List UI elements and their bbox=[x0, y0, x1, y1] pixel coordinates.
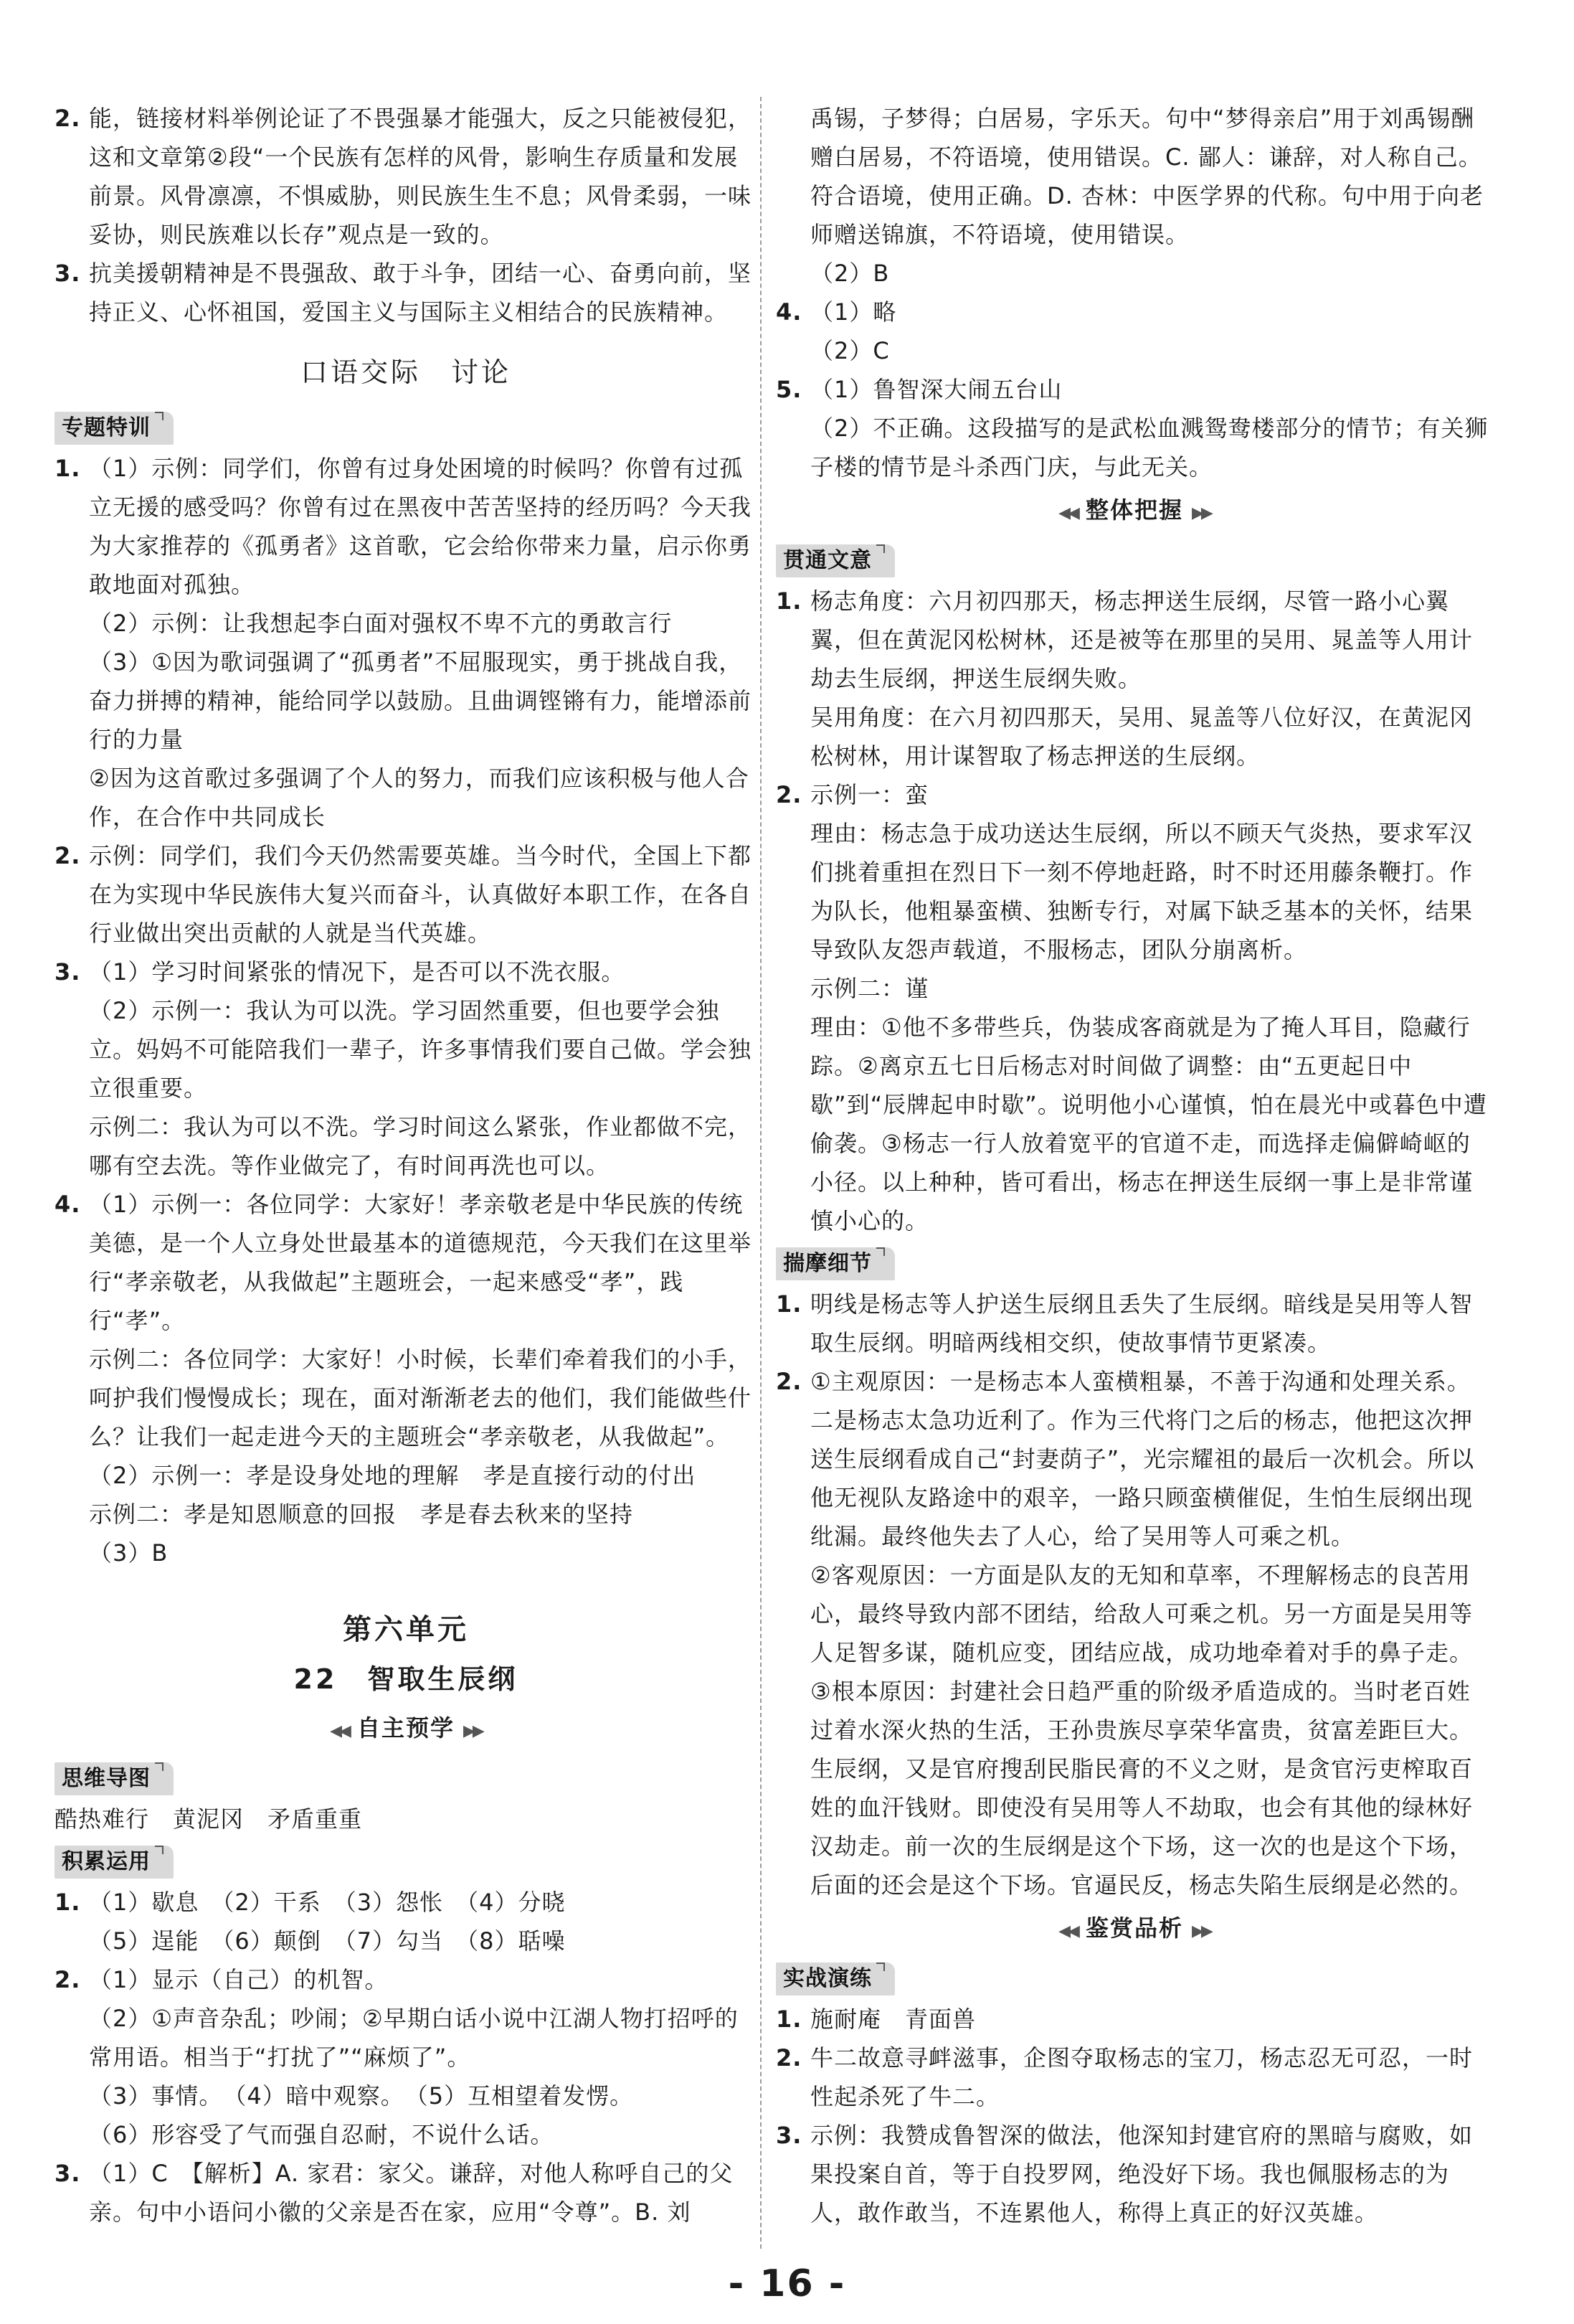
answer-line: （1）示例：同学们，你曾有过身处困境的时候吗？你曾有过孤立无援的感受吗？你曾有过在黑夜中苦苦坚持的经历吗？今天我为大家推荐的《孤勇者》这首歌，它会给你带来力量，启示你勇敢地面对孤独。 bbox=[89, 455, 752, 598]
answer-number: 2. bbox=[54, 105, 81, 132]
answer-line: 理由：①他不多带些兵，伪装成客商就是为了掩人耳目，隐藏行踪。②离京五七日后杨志对时间做了调整：由“五更起日中歇”到“辰牌起申时歇”。说明他小心谨慎，怕在晨光中或暮色中遭偷袭。③杨志一行人放着宽平的官道不走，而选择走偏僻崎岖的小径。以上种种，皆可看出，杨志在押送生辰纲一事上是非常谨慎小心的。 bbox=[810, 1014, 1487, 1234]
answer-item bbox=[54, 1960, 757, 2154]
answer-number: 1. bbox=[776, 587, 802, 615]
answer-line: 禹锡，子梦得；白居易，字乐天。句中“梦得亲启”用于刘禹锡酬赠白居易，不符语境，使用错误。C. 鄙人：谦辞，对人称自己。符合语境，使用正确。D. 杏林：中医学界的代称。句中用于向老师赠送锦旗，不符语境，使用错误。 bbox=[810, 105, 1484, 248]
detail-study-answers bbox=[776, 1285, 1493, 1904]
answer-number: 4. bbox=[776, 298, 802, 326]
answer-line: （2）①声音杂乱；吵闹；②早期白话小说中江湖人物打招呼的常用语。相当于“打扰了”“麻烦了”。 bbox=[89, 2005, 739, 2071]
answer-line: （2）示例一：我认为可以洗。学习固然重要，但也要学会独立。妈妈不可能陪我们一辈子，许多事情我们要自己做。学会独立很重要。 bbox=[89, 997, 752, 1102]
oral-communication-title: 口语交际 讨论 bbox=[300, 356, 511, 388]
answer-item bbox=[776, 370, 1493, 486]
answer-line: （1）歇息 （2）干系 （3）怨怅 （4）分晓 bbox=[89, 1889, 566, 1916]
practice-answers bbox=[776, 2000, 1493, 2232]
answer-line: ②因为这首歌过多强调了个人的努力，而我们应该积极与他人合作，在合作中共同成长 bbox=[89, 765, 749, 831]
special-training-answers bbox=[54, 449, 757, 1572]
answer-number: 2. bbox=[776, 781, 802, 808]
answer-number: 3. bbox=[54, 958, 81, 986]
answer-line: （1）示例一：各位同学：大家好！孝亲敬老是中华民族的传统美德，是一个人立身处世最基本的道德规范，今天我们在这里举行“孝亲敬老，从我做起”主题班会，一起来感受“孝”，践行“孝”。 bbox=[89, 1191, 752, 1334]
mind-map-answer: 酷热难行 黄泥冈 矛盾重重 bbox=[54, 1805, 363, 1833]
section-tag-detail-study: 揣摩细节 bbox=[776, 1247, 895, 1280]
answer-item bbox=[776, 2116, 1493, 2232]
banner-left-arrows-icon: ◀◀ bbox=[1058, 1922, 1077, 1940]
answer-line: 明线是杨志等人护送生辰纲且丢失了生辰纲。暗线是吴用等人智取生辰纲。明暗两线相交织，使故事情节更紧凑。 bbox=[810, 1290, 1474, 1356]
banner-overall-grasp bbox=[776, 489, 1493, 534]
section-tag-practice: 实战演练 bbox=[776, 1962, 895, 1995]
answer-line: （6）形容受了气而强自忍耐，不说什么话。 bbox=[89, 2121, 554, 2148]
answer-item bbox=[54, 99, 757, 254]
left-column bbox=[54, 99, 757, 2231]
answer-line: 杨志角度：六月初四那天，杨志押送生辰纲，尽管一路小心翼翼，但在黄泥冈松树林，还是被等在那里的吴用、晁盖等人用计劫去生辰纲，押送生辰纲失败。 bbox=[810, 587, 1474, 692]
unit-title: 第六单元 bbox=[343, 1613, 469, 1646]
banner-right-arrows-icon: ▶▶ bbox=[1192, 1922, 1210, 1940]
answer-line: （1）鲁智深大闹五台山 bbox=[810, 376, 1063, 403]
lesson-title: 22 智取生辰纲 bbox=[293, 1663, 518, 1695]
banner-left-arrows-icon: ◀◀ bbox=[330, 1722, 349, 1740]
column-divider bbox=[760, 97, 762, 2249]
answer-3-continued bbox=[776, 99, 1493, 293]
banner-appreciation bbox=[776, 1907, 1493, 1952]
answer-number: 4. bbox=[54, 1191, 81, 1218]
answer-line: 示例二：孝是知恩顺意的回报 孝是春去秋来的坚持 bbox=[89, 1501, 634, 1528]
answer-line: （1）略 bbox=[810, 298, 897, 326]
answer-item bbox=[54, 1883, 757, 1960]
answer-number: 3. bbox=[776, 2122, 802, 2149]
answer-item bbox=[776, 1285, 1493, 1362]
banner-label: 自主预学 bbox=[356, 1714, 455, 1742]
answer-number: 5. bbox=[776, 376, 802, 403]
answer-number: 3. bbox=[54, 2160, 81, 2187]
answer-line: （1）C 【解析】A. 家君：家父。谦辞，对他人称呼自己的父亲。句中小语问小徽的父亲是否在家，应用“令尊”。B. 刘 bbox=[89, 2160, 734, 2226]
answer-line: ①主观原因：一是杨志本人蛮横粗暴，不善于沟通和处理关系。二是杨志太急功近利了。作为三代将门之后的杨志，他把这次押送生辰纲看成自己“封妻荫子”，光宗耀祖的最后一次机会。所以他无视队友路途中的艰辛，一路只顾蛮横催促，生怕生辰纲出现纰漏。最终他失去了人心，给了吴用等人可乘之机。 bbox=[810, 1368, 1475, 1550]
answer-line: （1）显示（自己）的机智。 bbox=[89, 1966, 389, 1993]
answers-4-5 bbox=[776, 293, 1493, 486]
answer-number: 2. bbox=[54, 1966, 81, 1993]
answer-item bbox=[776, 1362, 1493, 1904]
accumulation-answers bbox=[54, 1883, 757, 2231]
answer-line: （2）示例一：孝是设身处地的理解 孝是直接行动的付出 bbox=[89, 1462, 696, 1489]
answer-number: 1. bbox=[54, 455, 81, 482]
answer-number: 1. bbox=[776, 1290, 802, 1318]
answer-line: （2）B bbox=[810, 260, 890, 287]
answer-line: （3）事情。 （4）暗中观察。 （5）互相望着发愣。 bbox=[89, 2082, 634, 2110]
answer-item bbox=[776, 582, 1493, 775]
answer-text: 抗美援朝精神是不畏强敌、敢于斗争，团结一心、奋勇向前，坚持正义、心怀祖国，爱国主义与国际主义相结合的民族精神。 bbox=[89, 260, 752, 326]
answer-number: 1. bbox=[776, 2006, 802, 2033]
answer-number: 2. bbox=[776, 1368, 802, 1395]
text-understanding-answers bbox=[776, 582, 1493, 1240]
section-tag-mind-map: 思维导图 bbox=[54, 1762, 174, 1795]
answer-line: 示例二：谨 bbox=[810, 975, 929, 1002]
banner-right-arrows-icon: ▶▶ bbox=[1192, 504, 1210, 522]
answer-text: 能，链接材料举例论证了不畏强暴才能强大，反之只能被侵犯，这和文章第②段“一个民族有怎样的风骨，影响生存质量和发展前景。风骨凛凛，不惧威胁，则民族生生不息；风骨柔弱，一味妥协，则民族难以长存”观点是一致的。 bbox=[89, 105, 752, 248]
answer-item bbox=[776, 775, 1493, 1240]
section-tag-special-training: 专题特训 bbox=[54, 412, 174, 445]
answer-line: 示例：同学们，我们今天仍然需要英雄。当今时代，全国上下都在为实现中华民族伟大复兴而奋斗，认真做好本职工作，在各自行业做出突出贡献的人就是当代英雄。 bbox=[89, 842, 752, 947]
banner-right-arrows-icon: ▶▶ bbox=[463, 1722, 482, 1740]
banner-left-arrows-icon: ◀◀ bbox=[1058, 504, 1077, 522]
answer-line: 理由：杨志急于成功送达生辰纲，所以不顾天气炎热，要求军汉们挑着重担在烈日下一刻不停地赶路，时不时还用藤条鞭打。作为队长，他粗暴蛮横、独断专行，对属下缺乏基本的关怀，结果导致队友怨声载道，不服杨志，团队分崩离析。 bbox=[810, 820, 1474, 963]
answer-item bbox=[54, 254, 757, 331]
answer-line: 示例一：蛮 bbox=[810, 781, 929, 808]
answer-line: （5）逞能 （6）颠倒 （7）勾当 （8）聒噪 bbox=[89, 1927, 566, 1955]
answer-line: （3）①因为歌词强调了“孤勇者”不屈服现实，勇于挑战自我，奋力拼搏的精神，能给同学以鼓励。且曲调铿锵有力，能增添前行的力量 bbox=[89, 648, 752, 753]
section-tag-text-understanding: 贯通文意 bbox=[776, 544, 895, 577]
answer-line: （2）示例：让我想起李白面对强权不卑不亢的勇敢言行 bbox=[89, 610, 673, 637]
answer-item bbox=[54, 953, 757, 1185]
answer-line: （3）B bbox=[89, 1539, 169, 1567]
page-number: - 16 - bbox=[728, 2262, 846, 2305]
answer-line: ②客观原因：一方面是队友的无知和草率，不理解杨志的良苦用心，最终导致内部不团结，给敌人可乘之机。另一方面是吴用等人足智多谋，随机应变，团结应战，成功地牵着对手的鼻子走。 bbox=[810, 1562, 1474, 1666]
answer-line: 示例二：各位同学：大家好！小时候，长辈们牵着我们的小手，呵护我们慢慢成长；现在，面对渐渐老去的他们，我们能做些什么？让我们一起走进今天的主题班会“孝亲敬老，从我做起”。 bbox=[89, 1346, 752, 1450]
answer-line: 示例：我赞成鲁智深的做法，他深知封建官府的黑暗与腐败，如果投案自首，等于自投罗网，绝没好下场。我也佩服杨志的为人，敢作敢当，不连累他人，称得上真正的好汉英雄。 bbox=[810, 2122, 1474, 2226]
answer-item bbox=[54, 449, 757, 836]
answer-line: ③根本原因：封建社会日趋严重的阶级矛盾造成的。当时老百姓过着水深火热的生活，王孙贵族尽享荣华富贵，贫富差距巨大。生辰纲，又是官府搜刮民脂民膏的不义之财，是贪官污吏榨取百姓的血汗钱财。即使没有吴用等人不劫取，也会有其他的绿林好汉劫走。前一次的生辰纲是这个下场，这一次的也是这个下场，后面的还会是这个下场。官逼民反，杨志失陷生辰纲是必然的。 bbox=[810, 1678, 1474, 1899]
answer-number: 1. bbox=[54, 1889, 81, 1916]
answer-item bbox=[776, 2039, 1493, 2116]
answer-item bbox=[776, 293, 1493, 370]
answer-line: 牛二故意寻衅滋事，企图夺取杨志的宝刀，杨志忍无可忍，一时性起杀死了牛二。 bbox=[810, 2044, 1474, 2110]
answer-line: 示例二：我认为可以不洗。学习时间这么紧张，作业都做不完，哪有空去洗。等作业做完了，有时间再洗也可以。 bbox=[89, 1113, 752, 1179]
answer-item bbox=[776, 2000, 1493, 2039]
banner-label: 整体把握 bbox=[1085, 496, 1183, 524]
answer-number: 2. bbox=[54, 842, 81, 869]
right-column bbox=[776, 99, 1493, 2232]
answer-item bbox=[54, 836, 757, 953]
answer-line: （2）C bbox=[810, 337, 890, 364]
answer-line: 吴用角度：在六月初四那天，吴用、晁盖等八位好汉，在黄泥冈松树林，用计谋智取了杨志押送的生辰纲。 bbox=[810, 704, 1474, 770]
section-tag-accumulation: 积累运用 bbox=[54, 1846, 174, 1879]
banner-self-study bbox=[54, 1707, 757, 1752]
answers-continued bbox=[54, 99, 757, 331]
answer-line: （1）学习时间紧张的情况下，是否可以不洗衣服。 bbox=[89, 958, 625, 986]
answer-line: 施耐庵 青面兽 bbox=[810, 2006, 977, 2033]
answer-item bbox=[54, 1185, 757, 1572]
answer-number: 3. bbox=[54, 260, 81, 287]
banner-label: 鉴赏品析 bbox=[1085, 1914, 1183, 1942]
answer-item bbox=[54, 2154, 757, 2231]
answer-line: （2）不正确。这段描写的是武松血溅鸳鸯楼部分的情节；有关狮子楼的情节是斗杀西门庆，与此无关。 bbox=[810, 415, 1489, 481]
answer-number: 2. bbox=[776, 2044, 802, 2072]
